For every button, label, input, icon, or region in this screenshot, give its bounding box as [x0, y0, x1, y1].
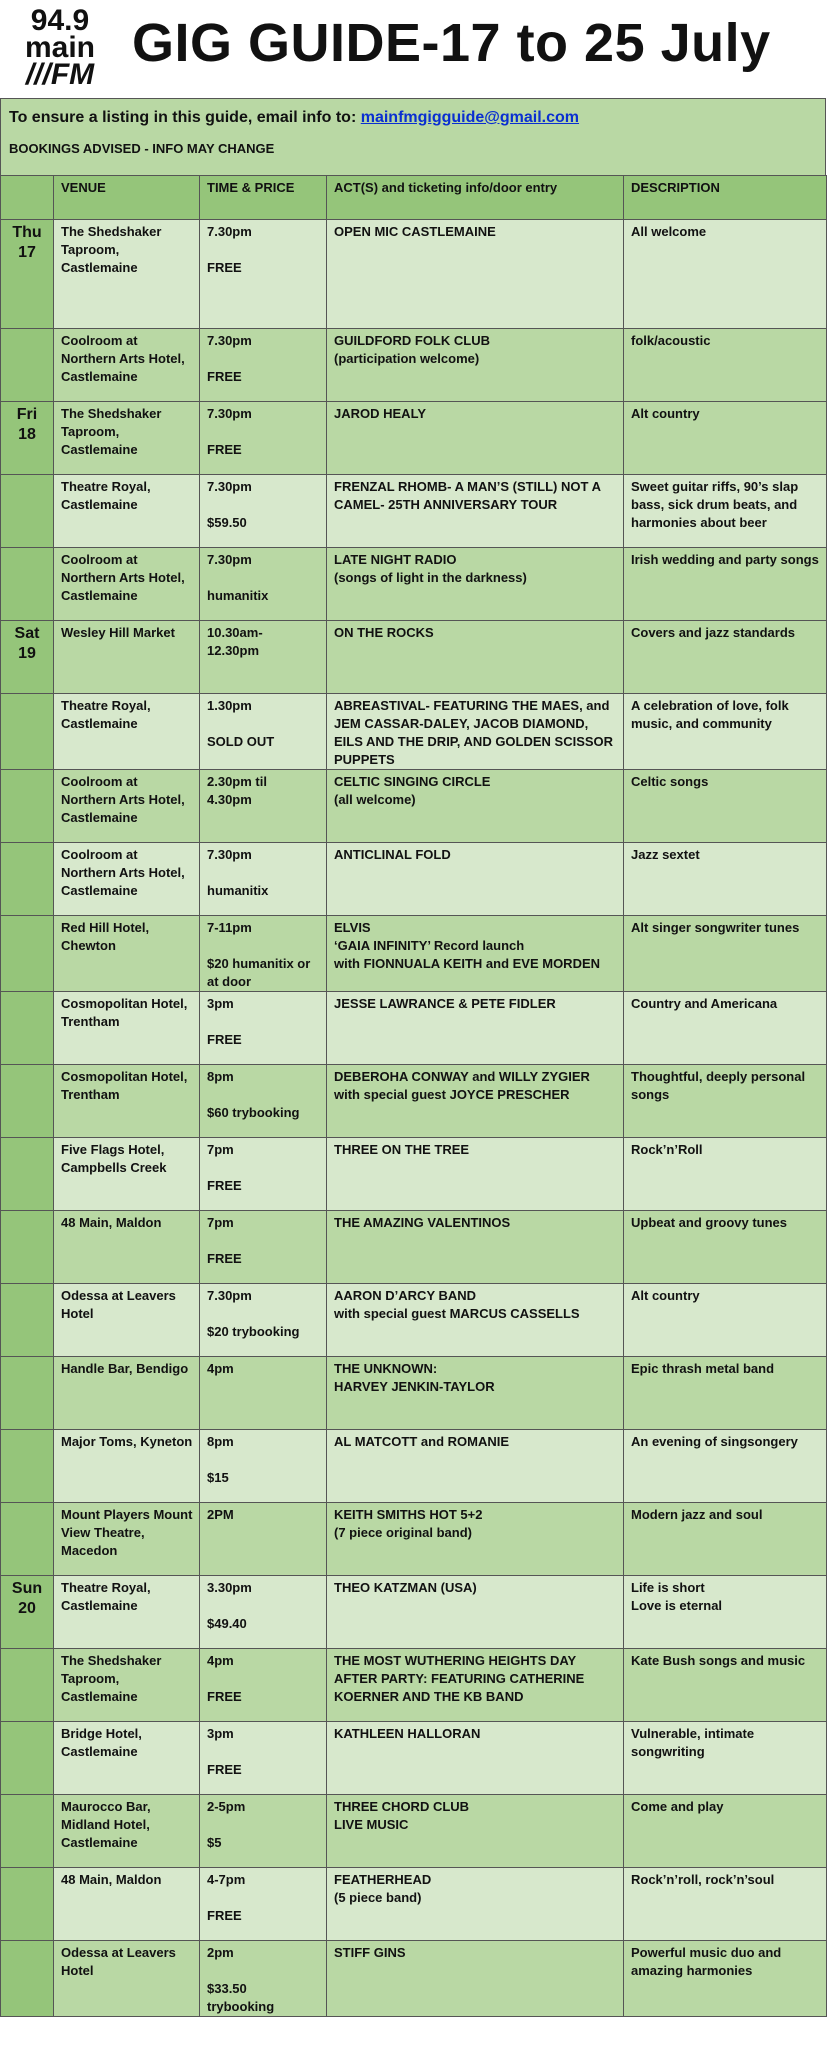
description-cell: Modern jazz and soul: [624, 1503, 827, 1576]
description-cell: Irish wedding and party songs: [624, 548, 827, 621]
description-cell: Rock’n’Roll: [624, 1138, 827, 1211]
description-cell: Alt singer songwriter tunes: [624, 916, 827, 992]
table-row: [1, 1138, 827, 1211]
venue-cell: The Shedshaker Taproom, Castlemaine: [54, 402, 200, 475]
time-price-cell: 2PM: [200, 1503, 327, 1576]
time-price-cell: 7-11pm $20 humanitix or at door: [200, 916, 327, 992]
venue-cell: Odessa at Leavers Hotel: [54, 1284, 200, 1357]
day-cell: [1, 843, 54, 916]
main-fm-logo: [20, 2, 100, 86]
venue-cell: Mount Players Mount View Theatre, Macedon: [54, 1503, 200, 1576]
day-cell: Sat 19: [1, 621, 54, 694]
time-price-cell: 10.30am- 12.30pm: [200, 621, 327, 694]
col-header-time-price: TIME & PRICE: [200, 176, 327, 220]
day-cell: [1, 770, 54, 843]
table-row: [1, 1211, 827, 1284]
day-cell: [1, 1649, 54, 1722]
acts-cell: GUILDFORD FOLK CLUB (participation welcome): [327, 329, 624, 402]
logo-main-word: main: [24, 31, 96, 64]
day-cell: [1, 1868, 54, 1941]
description-cell: Alt country: [624, 1284, 827, 1357]
description-cell: Rock’n’roll, rock’n’soul: [624, 1868, 827, 1941]
day-cell: [1, 329, 54, 402]
day-cell: Fri 18: [1, 402, 54, 475]
table-row: [1, 1722, 827, 1795]
page-title: GIG GUIDE-17 to 25 July: [132, 13, 771, 73]
acts-cell: ELVIS ‘GAIA INFINITY’ Record launch with FIONNUALA KEITH and EVE MORDEN: [327, 916, 624, 992]
day-cell: [1, 916, 54, 992]
table-row: [1, 1649, 827, 1722]
description-cell: Upbeat and groovy tunes: [624, 1211, 827, 1284]
description-cell: Sweet guitar riffs, 90’s slap bass, sick drum beats, and harmonies about beer: [624, 475, 827, 548]
acts-cell: ABREASTIVAL- FEATURING THE MAES, and JEM CASSAR-DALEY, JACOB DIAMOND, EILS AND THE DRIP, AND GOLDEN SCISSOR PUPPETS: [327, 694, 624, 770]
venue-cell: Major Toms, Kyneton: [54, 1430, 200, 1503]
venue-cell: Theatre Royal, Castlemaine: [54, 1576, 200, 1649]
day-cell: Thu 17: [1, 220, 54, 329]
table-row: [1, 402, 827, 475]
table-row: [1, 843, 827, 916]
acts-cell: LATE NIGHT RADIO (songs of light in the darkness): [327, 548, 624, 621]
listing-instructions: [9, 99, 825, 127]
table-row: [1, 1576, 827, 1649]
acts-cell: THE AMAZING VALENTINOS: [327, 1211, 624, 1284]
table-row: [1, 916, 827, 992]
col-header-acts: ACT(S) and ticketing info/door entry: [327, 176, 624, 220]
description-cell: Come and play: [624, 1795, 827, 1868]
table-row: [1, 1357, 827, 1430]
day-cell: [1, 1430, 54, 1503]
description-cell: An evening of singsongery: [624, 1430, 827, 1503]
email-link[interactable]: mainfmgigguide@gmail.com: [360, 109, 580, 126]
time-price-cell: 3pm FREE: [200, 992, 327, 1065]
venue-cell: Coolroom at Northern Arts Hotel, Castlemaine: [54, 843, 200, 916]
time-price-cell: 4pm FREE: [200, 1649, 327, 1722]
main-fm-logo-mark: [20, 2, 100, 86]
acts-cell: THREE CHORD CLUB LIVE MUSIC: [327, 1795, 624, 1868]
table-row: [1, 1941, 827, 2017]
venue-cell: The Shedshaker Taproom, Castlemaine: [54, 1649, 200, 1722]
time-price-cell: 7.30pm FREE: [200, 220, 327, 329]
gig-table: [0, 175, 827, 2017]
description-cell: Kate Bush songs and music: [624, 1649, 827, 1722]
venue-cell: Cosmopolitan Hotel, Trentham: [54, 1065, 200, 1138]
time-price-cell: 3pm FREE: [200, 1722, 327, 1795]
description-cell: A celebration of love, folk music, and community: [624, 694, 827, 770]
venue-cell: Red Hill Hotel, Chewton: [54, 916, 200, 992]
day-cell: [1, 1941, 54, 2017]
acts-cell: THEO KATZMAN (USA): [327, 1576, 624, 1649]
table-row: [1, 475, 827, 548]
logo-fm-word: ///FM: [25, 58, 95, 86]
table-row: [1, 220, 827, 329]
day-cell: [1, 1211, 54, 1284]
listing-instructions-text: To ensure a listing in this guide, email info to:: [9, 109, 357, 126]
bookings-notice: BOOKINGS ADVISED - INFO MAY CHANGE: [9, 141, 275, 156]
description-cell: All welcome: [624, 220, 827, 329]
table-header-row: [1, 176, 827, 220]
table-row: [1, 1503, 827, 1576]
time-price-cell: 7.30pm $59.50: [200, 475, 327, 548]
venue-cell: Cosmopolitan Hotel, Trentham: [54, 992, 200, 1065]
table-row: [1, 1284, 827, 1357]
time-price-cell: 7pm FREE: [200, 1211, 327, 1284]
acts-cell: AARON D’ARCY BAND with special guest MARCUS CASSELLS: [327, 1284, 624, 1357]
acts-cell: JAROD HEALY: [327, 402, 624, 475]
table-row: [1, 1430, 827, 1503]
acts-cell: OPEN MIC CASTLEMAINE: [327, 220, 624, 329]
time-price-cell: 7pm FREE: [200, 1138, 327, 1211]
description-cell: Jazz sextet: [624, 843, 827, 916]
venue-cell: The Shedshaker Taproom, Castlemaine: [54, 220, 200, 329]
acts-cell: THE MOST WUTHERING HEIGHTS DAY AFTER PARTY: FEATURING CATHERINE KOERNER AND THE KB BAND: [327, 1649, 624, 1722]
venue-cell: Theatre Royal, Castlemaine: [54, 694, 200, 770]
table-row: [1, 1868, 827, 1941]
time-price-cell: 8pm $60 trybooking: [200, 1065, 327, 1138]
acts-cell: THREE ON THE TREE: [327, 1138, 624, 1211]
acts-cell: STIFF GINS: [327, 1941, 624, 2017]
table-row: [1, 1795, 827, 1868]
day-cell: [1, 1284, 54, 1357]
acts-cell: THE UNKNOWN: HARVEY JENKIN-TAYLOR: [327, 1357, 624, 1430]
day-cell: [1, 475, 54, 548]
acts-cell: DEBEROHA CONWAY and WILLY ZYGIER with special guest JOYCE PRESCHER: [327, 1065, 624, 1138]
description-cell: Celtic songs: [624, 770, 827, 843]
table-row: [1, 621, 827, 694]
acts-cell: CELTIC SINGING CIRCLE (all welcome): [327, 770, 624, 843]
day-cell: [1, 1138, 54, 1211]
acts-cell: JESSE LAWRANCE & PETE FIDLER: [327, 992, 624, 1065]
time-price-cell: 7.30pm FREE: [200, 329, 327, 402]
venue-cell: Odessa at Leavers Hotel: [54, 1941, 200, 2017]
col-header-description: DESCRIPTION: [624, 176, 827, 220]
day-cell: Sun 20: [1, 1576, 54, 1649]
venue-cell: Handle Bar, Bendigo: [54, 1357, 200, 1430]
table-row: [1, 992, 827, 1065]
gig-table-body: [1, 220, 827, 2017]
acts-cell: KATHLEEN HALLORAN: [327, 1722, 624, 1795]
description-cell: Country and Americana: [624, 992, 827, 1065]
description-cell: Epic thrash metal band: [624, 1357, 827, 1430]
description-cell: Covers and jazz standards: [624, 621, 827, 694]
gig-listing-frame: [0, 98, 826, 2014]
time-price-cell: 2-5pm $5: [200, 1795, 327, 1868]
time-price-cell: 2.30pm til 4.30pm: [200, 770, 327, 843]
time-price-cell: 8pm $15: [200, 1430, 327, 1503]
description-cell: Thoughtful, deeply personal songs: [624, 1065, 827, 1138]
venue-cell: 48 Main, Maldon: [54, 1868, 200, 1941]
day-cell: [1, 548, 54, 621]
time-price-cell: 7.30pm $20 trybooking: [200, 1284, 327, 1357]
day-cell: [1, 1357, 54, 1430]
acts-cell: ANTICLINAL FOLD: [327, 843, 624, 916]
time-price-cell: 2pm $33.50 trybooking: [200, 1941, 327, 2017]
table-row: [1, 694, 827, 770]
description-cell: folk/acoustic: [624, 329, 827, 402]
venue-cell: Maurocco Bar, Midland Hotel, Castlemaine: [54, 1795, 200, 1868]
acts-cell: ON THE ROCKS: [327, 621, 624, 694]
time-price-cell: 7.30pm FREE: [200, 402, 327, 475]
day-cell: [1, 1722, 54, 1795]
venue-cell: Coolroom at Northern Arts Hotel, Castlemaine: [54, 329, 200, 402]
time-price-cell: 4-7pm FREE: [200, 1868, 327, 1941]
acts-cell: FRENZAL RHOMB- A MAN’S (STILL) NOT A CAMEL- 25TH ANNIVERSARY TOUR: [327, 475, 624, 548]
venue-cell: 48 Main, Maldon: [54, 1211, 200, 1284]
time-price-cell: 7.30pm humanitix: [200, 843, 327, 916]
logo-frequency: 94.9: [30, 4, 90, 37]
acts-cell: KEITH SMITHS HOT 5+2 (7 piece original band): [327, 1503, 624, 1576]
table-row: [1, 1065, 827, 1138]
time-price-cell: 7.30pm humanitix: [200, 548, 327, 621]
venue-cell: Five Flags Hotel, Campbells Creek: [54, 1138, 200, 1211]
description-cell: Powerful music duo and amazing harmonies: [624, 1941, 827, 2017]
table-row: [1, 548, 827, 621]
time-price-cell: 3.30pm $49.40: [200, 1576, 327, 1649]
time-price-cell: 4pm: [200, 1357, 327, 1430]
day-cell: [1, 1503, 54, 1576]
description-cell: Vulnerable, intimate songwriting: [624, 1722, 827, 1795]
table-row: [1, 770, 827, 843]
time-price-cell: 1.30pm SOLD OUT: [200, 694, 327, 770]
acts-cell: FEATHERHEAD (5 piece band): [327, 1868, 624, 1941]
venue-cell: Wesley Hill Market: [54, 621, 200, 694]
venue-cell: Coolroom at Northern Arts Hotel, Castlemaine: [54, 548, 200, 621]
acts-cell: AL MATCOTT and ROMANIE: [327, 1430, 624, 1503]
venue-cell: Bridge Hotel, Castlemaine: [54, 1722, 200, 1795]
table-row: [1, 329, 827, 402]
day-cell: [1, 992, 54, 1065]
col-header-day: [1, 176, 54, 220]
col-header-venue: VENUE: [54, 176, 200, 220]
day-cell: [1, 694, 54, 770]
intro-box: [1, 99, 825, 175]
venue-cell: Coolroom at Northern Arts Hotel, Castlemaine: [54, 770, 200, 843]
day-cell: [1, 1065, 54, 1138]
day-cell: [1, 1795, 54, 1868]
description-cell: Life is short Love is eternal: [624, 1576, 827, 1649]
venue-cell: Theatre Royal, Castlemaine: [54, 475, 200, 548]
description-cell: Alt country: [624, 402, 827, 475]
